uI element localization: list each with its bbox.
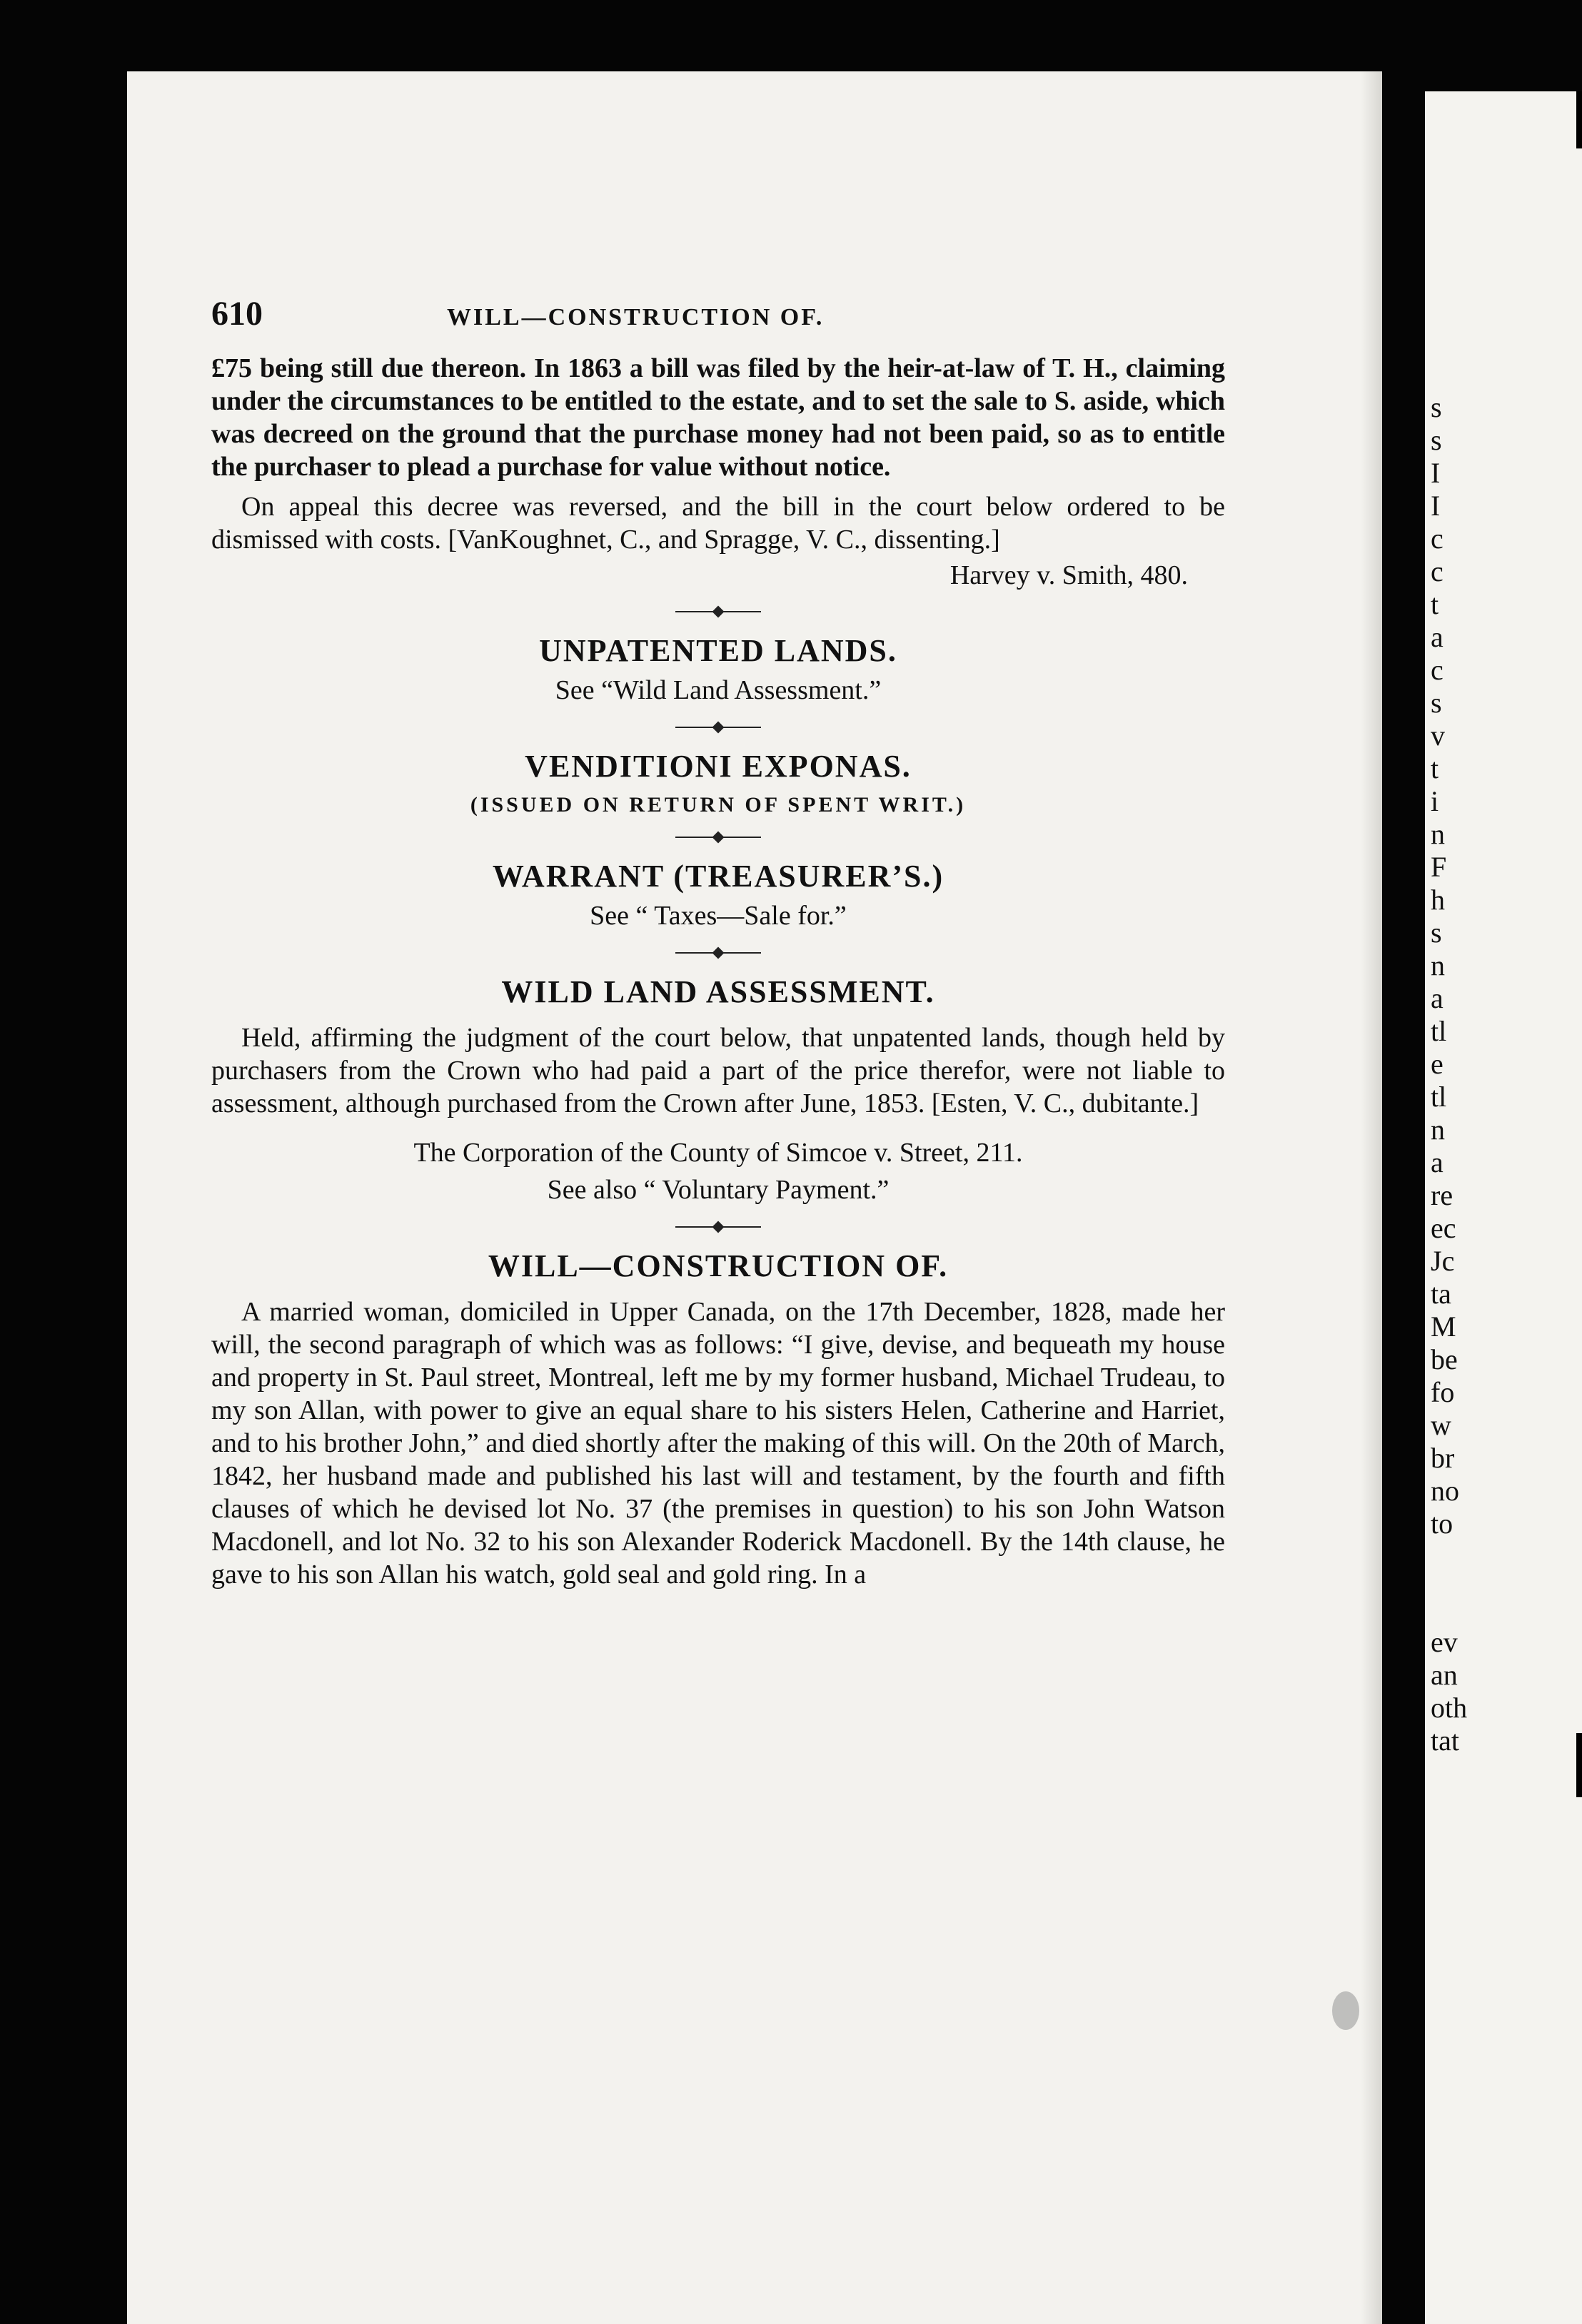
facing-page-fragment: c	[1431, 555, 1444, 587]
note-unpatented-lands: See “Wild Land Assessment.”	[555, 675, 882, 705]
facing-page-fragment: ev	[1431, 1626, 1458, 1658]
facing-page-fragment: I	[1431, 457, 1441, 489]
facing-page-fragment: a	[1431, 1146, 1444, 1178]
facing-page-fragment: n	[1431, 1113, 1445, 1146]
running-head	[211, 294, 1225, 333]
facing-page-fragment: I	[1431, 490, 1441, 522]
facing-page-fragment: re	[1431, 1179, 1453, 1211]
facing-page-edge-mark	[1576, 1733, 1582, 1797]
heading-unpatented-lands: UNPATENTED LANDS.	[539, 633, 897, 668]
facing-page-fragment: c	[1431, 654, 1444, 686]
facing-page-fragment: v	[1431, 719, 1445, 752]
facing-page-fragment: i	[1431, 785, 1439, 817]
facing-page-fragment: ec	[1431, 1212, 1456, 1244]
note-warrant: See “ Taxes—Sale for.”	[590, 901, 847, 931]
facing-page-fragment: tl	[1431, 1015, 1447, 1047]
facing-page-fragment: br	[1431, 1442, 1455, 1474]
facing-page-fragment: w	[1431, 1409, 1451, 1441]
facing-page-fragment: s	[1431, 424, 1442, 456]
facing-page-fragment: oth	[1431, 1692, 1468, 1724]
facing-page-fragment: c	[1431, 522, 1444, 555]
note-venditioni-exponas: (ISSUED ON RETURN OF SPENT WRIT.)	[470, 793, 967, 817]
citation-wild-land-assessment: The Corporation of the County of Simcoe v. Street, 211.	[413, 1138, 1023, 1168]
facing-page-fragment: t	[1431, 588, 1439, 620]
facing-page-fragment: a	[1431, 621, 1444, 653]
section-divider	[675, 720, 761, 734]
section-divider	[675, 830, 761, 844]
facing-page-fragment: s	[1431, 916, 1442, 949]
facing-page-fragment: F	[1431, 851, 1447, 883]
facing-page-fragment: to	[1431, 1507, 1453, 1540]
facing-page-fragment: ta	[1431, 1278, 1451, 1310]
heading-wild-land-assessment: WILD LAND ASSESSMENT.	[501, 974, 935, 1009]
facing-page-fragment: s	[1431, 687, 1442, 719]
facing-page-fragment: t	[1431, 752, 1439, 784]
see-also-wild-land-assessment: See also “ Voluntary Payment.”	[547, 1175, 890, 1205]
intro-paragraph-2: On appeal this decree was reversed, and the bill in the court below ordered to be dismissed with costs. [VanKoughnet, C., and Spragge, V. C., dissenting.]	[211, 492, 1225, 555]
facing-page	[1425, 91, 1582, 2324]
body-wild-land-assessment: Held, affirming the judgment of the court below, that unpatented lands, though held by purchasers from the Crown who had paid a part of the price therefor, were not liable to assessment, although purchased from the Crown after June, 1853. [Esten, V. C., dubitante.]	[211, 1023, 1225, 1118]
heading-warrant: WARRANT (TREASURER’S.)	[492, 859, 944, 894]
intro-citation: Harvey v. Smith, 480.	[949, 560, 1188, 590]
facing-page-fragment: e	[1431, 1048, 1444, 1080]
facing-page-fragment: an	[1431, 1659, 1458, 1691]
facing-page-edge-mark	[1576, 91, 1582, 148]
intro-paragraph-1: £75 being still due thereon. In 1863 a bill was filed by the heir-at-law of T. H., claiming under the circumstances to be entitled to the estate, and to set the sale to S. aside, which was decreed on the ground that the purchase money had not been paid, so as to entitle the purchaser to plead a purchase for value without notice.	[211, 353, 1225, 482]
facing-page-fragment: h	[1431, 884, 1445, 916]
facing-page-fragment: M	[1431, 1310, 1456, 1343]
section-divider	[675, 605, 761, 619]
facing-page-fragment: no	[1431, 1475, 1459, 1507]
section-divider	[675, 1220, 761, 1234]
section-divider	[675, 946, 761, 960]
facing-page-fragment: s	[1431, 391, 1442, 423]
facing-page-fragment: n	[1431, 818, 1445, 850]
page-number: 610	[211, 295, 263, 333]
facing-page-fragment: n	[1431, 949, 1445, 981]
running-head-title: WILL—CONSTRUCTION OF.	[447, 304, 825, 330]
body-will-construction: A married woman, domiciled in Upper Canada, on the 17th December, 1828, made her will, the second paragraph of which was as follows: “I give, devise, and bequeath my house and property in St. Paul street, Montreal, left me by my former husband, Michael Trudeau, to my son Allan, with power to give an equal share to his sisters Helen, Catherine and Harriet, and to his brother John,” and died shortly after the making of this will. On the 20th of March, 1842, her husband made and published his last will and testament, by the fourth and fifth clauses of which he devised lot No. 37 (the premises in question) to his son John Watson Macdonell, and lot No. 32 to his son Alexander Roderick Macdonell. By the 14th clause, he gave to his son Allan his watch, gold seal and gold ring. In a	[211, 1297, 1225, 1590]
facing-page-fragment: tat	[1431, 1724, 1459, 1757]
heading-will-construction: WILL—CONSTRUCTION OF.	[488, 1248, 949, 1283]
facing-page-fragment: fo	[1431, 1376, 1455, 1408]
page-content	[211, 294, 1225, 1591]
ink-spot	[1332, 1991, 1359, 2030]
facing-page-fragment: a	[1431, 982, 1444, 1014]
heading-venditioni-exponas: VENDITIONI EXPONAS.	[525, 749, 912, 784]
page-edge-shadow	[1361, 71, 1382, 2324]
facing-page-fragment: tl	[1431, 1081, 1447, 1113]
facing-page-fragment: be	[1431, 1343, 1458, 1375]
facing-page-fragment: Jc	[1431, 1245, 1455, 1277]
